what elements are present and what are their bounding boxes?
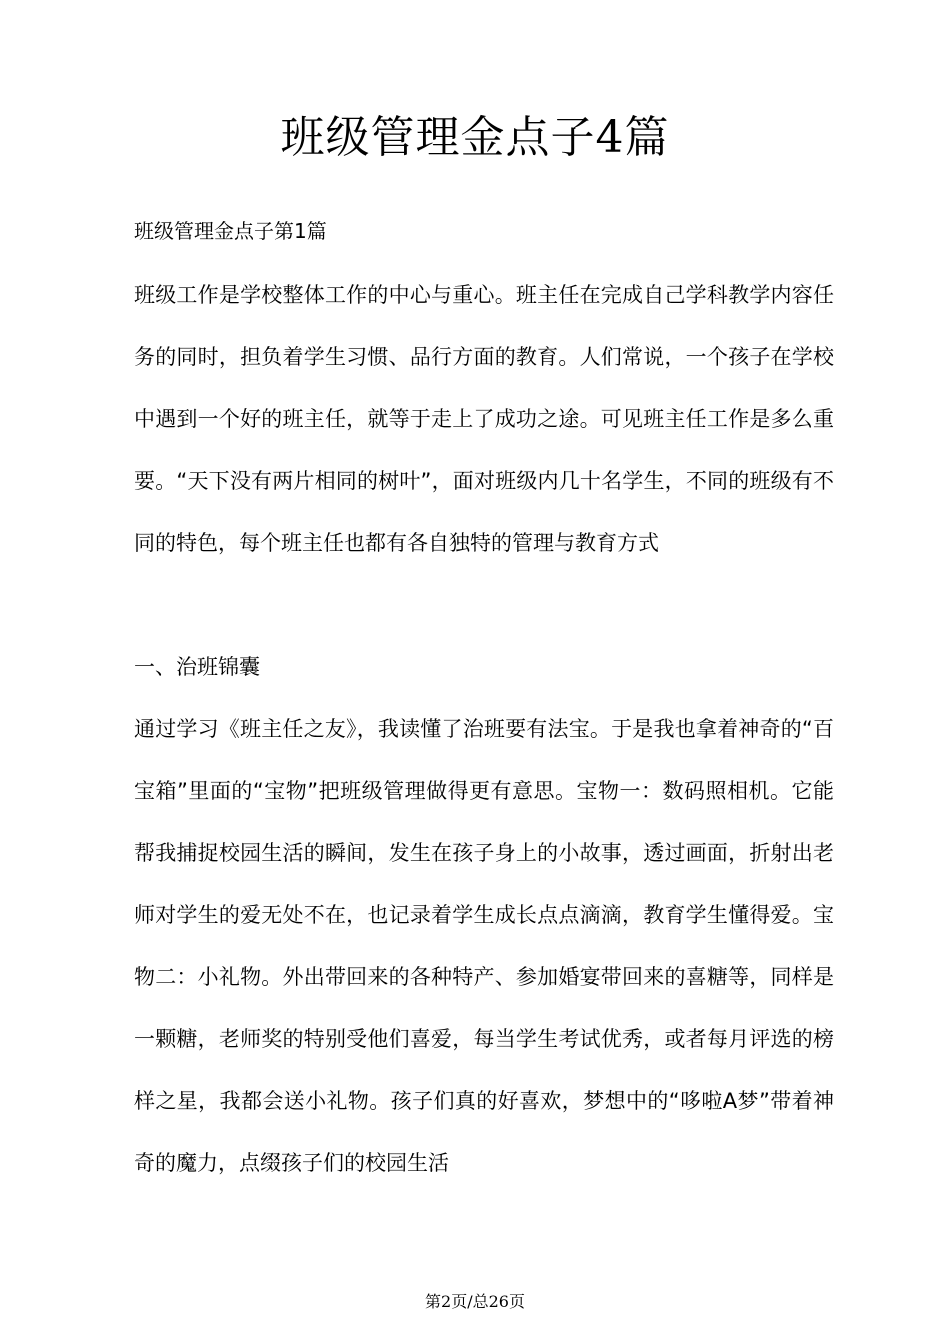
sub-heading: 一、治班锦囊 <box>134 655 260 679</box>
paragraph-intro <box>134 264 834 574</box>
paragraph-text: 班级工作是学校整体工作的中心与重心。班主任在完成自己学科教学内容任务的同时，担负着学生习惯、品行方面的教育。人们常说，一个孩子在学校中遇到一个好的班主任，就等于走上了成功之途。可见班主任工作是多么重要。“天下没有两片相同的树叶”，面对班级内几十名学生，不同的班级有不同的特色，每个班主任也都有各自独特的管理与教育方式 <box>134 283 834 555</box>
document-title: 班级管理金点子4篇 <box>280 112 670 163</box>
page-footer: 第2页/总26页 <box>425 1292 525 1311</box>
paragraph-text: 通过学习《班主任之友》，我读懂了治班要有法宝。于是我也拿着神奇的“百宝箱”里面的“宝物”把班级管理做得更有意思。宝物一：数码照相机。它能帮我捕捉校园生活的瞬间，发生在孩子身上的小故事，透过画面，折射出老师对学生的爱无处不在，也记录着学生成长点点滴滴，教育学生懂得爱。宝物二：小礼物。外出带回来的各种特产、参加婚宴带回来的喜糖等，同样是一颗糖，老师奖的特别受他们喜爱，每当学生考试优秀，或者每月评选的榜样之星，我都会送小礼物。孩子们真的好喜欢，梦想中的“哆啦A梦”带着神奇的魔力，点缀孩子们的校园生活 <box>134 717 834 1175</box>
section-heading: 班级管理金点子第1篇 <box>134 219 327 243</box>
paragraph-treasures <box>134 698 834 1194</box>
